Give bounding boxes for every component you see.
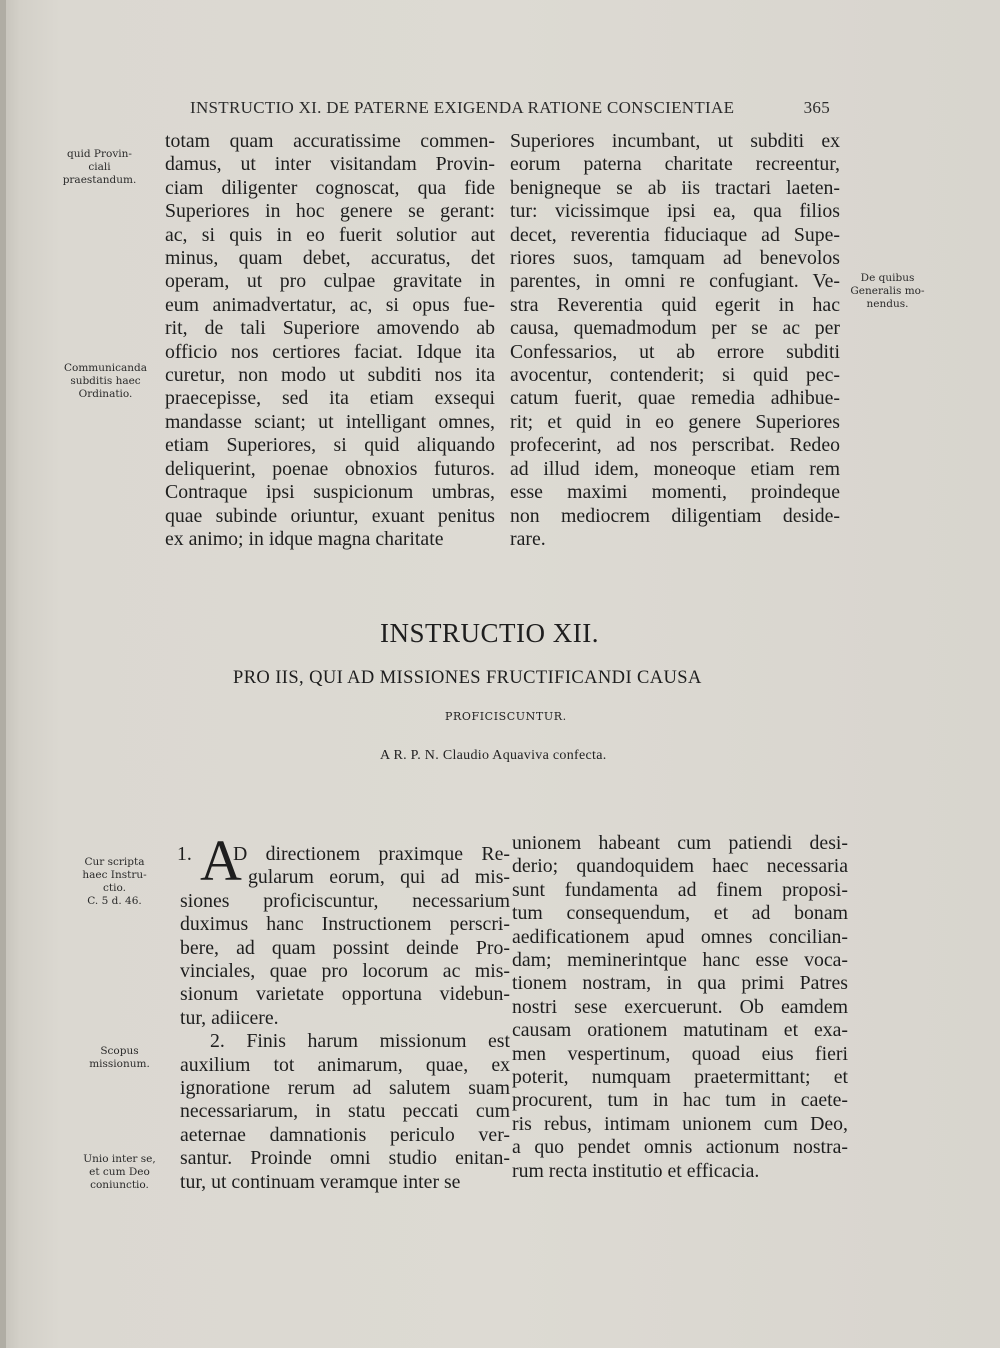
text-line: non mediocrem diligentiam deside- — [510, 504, 840, 527]
text-line: Superiores in hoc genere se gerant: — [165, 200, 495, 223]
sidenote-de-quibus-text: De quibus Generalis mo- nendus. — [850, 272, 925, 310]
sidenote-cur-scripta-text: Cur scripta haec Instru- ctio. C. 5 d. 46. — [82, 856, 147, 907]
sidenote-quid-provinciali-text: quid Provin- ciali praestandum. — [62, 148, 137, 186]
text-line: decet, reverentia fiduciaque ad Supe- — [510, 223, 840, 246]
text-line: 2. Finis harum missionum est — [210, 1030, 510, 1053]
text-line: aedificationem apud omnes concilian- — [512, 925, 848, 948]
text-line: damus, ut inter visitandam Provin- — [165, 153, 495, 176]
text-line: ciam diligenter cognoscat, qua fide — [165, 176, 495, 199]
text-line: parentes, in omni re confugiant. Ve- — [510, 270, 840, 293]
sidenote-unio-text: Unio inter se, et cum Deo coniunctio. — [83, 1153, 156, 1191]
text-line: minus, quam debet, accuratus, det — [165, 247, 495, 270]
text-line: dam; meminerintque hanc esse voca- — [512, 949, 848, 972]
text-line: bere, ad quam possint deinde Pro- — [180, 936, 510, 959]
text-line: vinciales, quae pro locorum ac mis- — [180, 960, 510, 983]
text-line: eum animadvertatur, ac, si opus fue- — [165, 293, 495, 316]
text-line: quae subinde oriuntur, exuant penitus — [165, 504, 495, 527]
text-line: causam orationem matutinam et exa- — [512, 1019, 848, 1042]
text-line: stra Reverentia quid egerit in hac — [510, 293, 840, 316]
text-line: rare. — [510, 527, 546, 550]
text-line: catum fuerit, quae remedia adhibue- — [510, 387, 840, 410]
text-line: eorum paterna charitate recreentur, — [510, 153, 840, 176]
drop-cap: A — [200, 828, 242, 893]
sidenote-communicanda — [58, 362, 153, 401]
text-line: causa, quemadmodum per se ac per — [510, 317, 840, 340]
text-line: sunt fundamenta ad finem proposi- — [512, 878, 848, 901]
text-line: riores suos, tamquam ad benevolos — [510, 247, 840, 270]
text-line: ac, si quis in eo fuerit solutior aut — [165, 223, 495, 246]
sidenote-scopus-text: Scopus missionum. — [89, 1045, 150, 1070]
section-attribution: A R. P. N. Claudio Aquaviva confecta. — [380, 748, 607, 763]
text-line: tur: vicissimque ipsi ea, qua filios — [510, 200, 840, 223]
text-column-left-lower — [177, 843, 510, 1194]
text-line: gularum eorum, qui ad mis- — [248, 866, 510, 889]
text-line: tur, adiicere. — [180, 1006, 279, 1029]
text-line: rum recta institutio et efficacia. — [512, 1159, 760, 1182]
paragraph-number: 1. — [177, 843, 192, 865]
text-line: etiam Superiores, si quid aliquando — [165, 434, 495, 457]
text-line: operam, ut pro culpae gravitate in — [165, 270, 495, 293]
text-line: rit, de tali Superiore amovendo ab — [165, 317, 495, 340]
text-line: tum consequendum, et ad bonam — [512, 902, 848, 925]
text-line: ex animo; in idque magna charitate — [165, 527, 444, 550]
text-line: totam quam accuratissime commen- — [165, 130, 495, 152]
running-head-title: INSTRUCTIO XI. DE PATERNE EXIGENDA RATIONE CONSCIENTIAE — [190, 98, 735, 117]
text-line: a quo pendet omnis actionum nostra- — [512, 1136, 848, 1159]
text-line: derio; quandoquidem haec necessaria — [512, 855, 848, 878]
text-line: mandasse sciant; ut intelligant omnes, — [165, 410, 495, 433]
text-line-first: D directionem praximque Re- — [233, 843, 510, 865]
text-line: necessariarum, in statu peccati cum — [180, 1100, 510, 1123]
text-line: poterit, numquam praetermittant; et — [512, 1066, 848, 1089]
text-line: siones proficiscuntur, necessarium — [180, 889, 510, 912]
sidenote-communicanda-text: Communicanda subditis haec Ordinatio. — [63, 362, 148, 400]
text-column-left-upper — [165, 130, 495, 551]
text-line: santur. Proinde omni studio enitan- — [180, 1147, 510, 1170]
text-line: benigneque se ab iis tractari laeten- — [510, 176, 840, 199]
sidenote-quid-provinciali — [52, 148, 147, 187]
section-subtitle: PRO IIS, QUI AD MISSIONES FRUCTIFICANDI CAUSA — [233, 668, 702, 688]
text-line: unionem habeant cum patiendi desi- — [512, 832, 848, 854]
text-line: praecepisse, sed ita etiam exsequi — [165, 387, 495, 410]
text-line: profecerint, ad nos perscribat. Redeo — [510, 434, 840, 457]
sidenote-unio — [72, 1153, 167, 1192]
text-line: nostri sese exercuerunt. Ob eamdem — [512, 995, 848, 1018]
text-line: avocentur, contenderit; si quid pec- — [510, 364, 840, 387]
sidenote-cur-scripta — [67, 856, 162, 908]
sidenote-de-quibus — [840, 272, 935, 311]
sidenote-scopus — [72, 1045, 167, 1071]
section-subtitle-continued: PROFICISCUNTUR. — [445, 710, 567, 723]
text-line: curetur, non modo ut subditi nos ita — [165, 364, 495, 387]
text-column-right-upper — [510, 130, 840, 551]
text-line: ignoratione rerum ad salutem suam — [180, 1077, 510, 1100]
text-line: rit; et quid in eo genere Superiores — [510, 410, 840, 433]
page-number: 365 — [803, 98, 830, 117]
text-column-right-lower — [512, 832, 848, 1183]
text-line: tionem nostram, in qua primi Patres — [512, 972, 848, 995]
text-line: officio nos certiores faciat. Idque ita — [165, 340, 495, 363]
text-line: ris rebus, intimam unionem cum Deo, — [512, 1112, 848, 1135]
text-line: auxilium tot animarum, quae, ex — [180, 1053, 510, 1076]
text-line: duximus hanc Instructionem perscri- — [180, 913, 510, 936]
text-line: ad illud idem, moneoque etiam rem — [510, 457, 840, 480]
text-line: Confessarios, ut ab errore subditi — [510, 340, 840, 363]
text-line: deliquerint, poenae obnoxios futuros. — [165, 457, 495, 480]
text-line: aeternae damnationis periculo ver- — [180, 1123, 510, 1146]
text-line: Superiores incumbant, ut subditi ex — [510, 130, 840, 152]
text-line: Contraque ipsi suspicionum umbras, — [165, 481, 495, 504]
text-line: procurent, tum in hac tum in caete- — [512, 1089, 848, 1112]
text-line: tur, ut continuam veramque inter se — [180, 1170, 461, 1193]
text-line: esse maximi momenti, proindeque — [510, 481, 840, 504]
running-head — [190, 98, 830, 118]
text-line: men vespertinum, quoad eius fieri — [512, 1042, 848, 1065]
text-line: sionum varietate opportuna videbun- — [180, 983, 510, 1006]
section-title: INSTRUCTIO XII. — [380, 618, 599, 648]
binding-edge — [0, 0, 6, 1348]
